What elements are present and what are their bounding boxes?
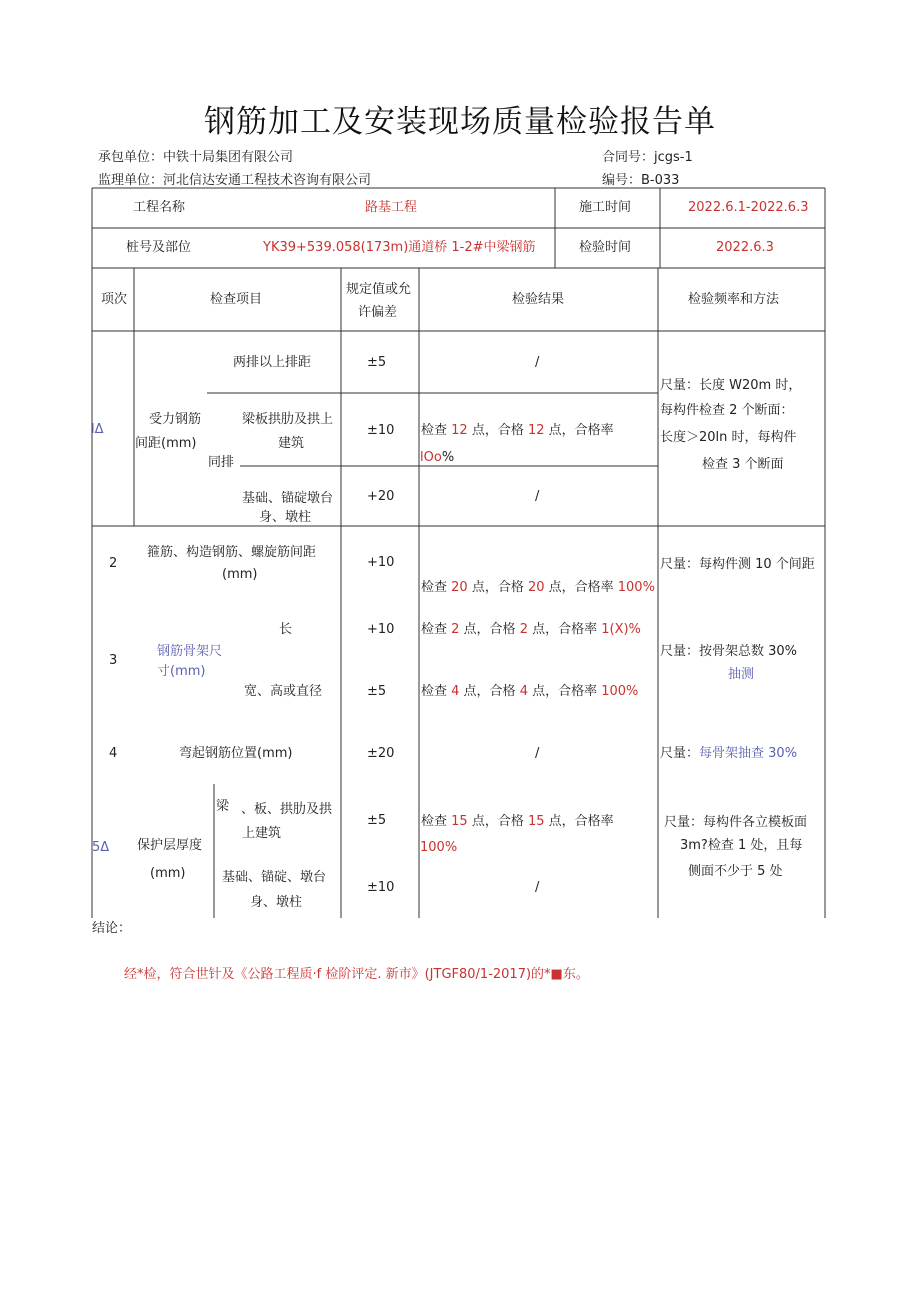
row1-sub2-line2: 建筑 <box>278 436 305 451</box>
row3-name-line2: 寸(mm) <box>157 664 206 679</box>
res-count: 12 <box>451 423 468 438</box>
row4-name: 弯起钢筋位置(mm) <box>179 746 293 761</box>
res-count: 2 <box>519 622 528 637</box>
res-rate: 1(X)% <box>601 622 641 637</box>
res-rate: lOo <box>420 450 442 465</box>
res-count: 12 <box>527 423 545 438</box>
row1-same-row: 同排 <box>208 455 235 470</box>
res-count: 15 <box>451 814 468 829</box>
row3-name-line1: 钢筋骨架尺 <box>157 644 223 659</box>
inspection-time-label: 检验时间 <box>579 240 632 255</box>
row5-sub1-c: 上建筑 <box>242 826 282 841</box>
contract-no-value: jcgs-1 <box>654 150 693 165</box>
row3-sub1: 长 <box>279 622 293 637</box>
res-percent: % <box>441 450 455 465</box>
conclusion-label: 结论： <box>92 921 132 936</box>
col-check-item: 检查项目 <box>210 292 263 307</box>
construction-time-label: 施工时间 <box>579 200 632 215</box>
row5-name-line1: 保护层厚度 <box>137 838 203 853</box>
row5-name-line2: (mm) <box>150 866 186 881</box>
row1-name-line1: 受力钢筋 <box>149 412 202 427</box>
row5-method-line2: 3m?检查 1 处，且每 <box>680 838 803 853</box>
contractor-value: 中铁十局集团有限公司 <box>163 150 294 165</box>
res-text: 点，合格率 <box>544 423 614 438</box>
row2-tol: +10 <box>367 555 395 570</box>
row3-res2 <box>421 680 638 704</box>
res-count: 15 <box>527 814 545 829</box>
res-count: 4 <box>451 684 460 699</box>
row4-res: / <box>535 746 540 761</box>
res-text: 点，合格 <box>459 684 520 699</box>
supervisor-value: 河北信达安通工程技术咨询有限公司 <box>163 173 372 188</box>
res-text: 检查 <box>421 622 452 637</box>
row1-method-line4: 检查 3 个断面 <box>702 457 784 472</box>
res-count: 2 <box>451 622 460 637</box>
conclusion-text: 经*检，符合世针及《公路工程质·f 检阶评定. 新市》(JTGF80/1-2017)的*■东。 <box>124 967 589 982</box>
res-count: 20 <box>451 580 468 595</box>
res-rate: 100% <box>601 684 639 699</box>
res-text: 点，合格 <box>467 814 528 829</box>
row1-sub3-line2: 身、墩柱 <box>259 510 312 525</box>
row1-sub2-line1: 梁板拱肋及拱上 <box>242 412 334 427</box>
serial-label: 编号： <box>602 173 642 188</box>
row3-method-line1: 尺量：按骨架总数 30% <box>660 644 798 659</box>
row5-res1 <box>421 810 614 834</box>
row1-sub1: 两排以上排距 <box>233 355 312 370</box>
row3-sub2: 宽、高或直径 <box>244 684 323 699</box>
station-label: 桩号及部位 <box>126 240 192 255</box>
row2-no: 2 <box>109 556 118 571</box>
row4-tol: ±20 <box>367 746 395 761</box>
row2-method: 尺量：每构件测 10 个间距 <box>660 557 815 572</box>
supervisor-label: 监理单位： <box>98 173 164 188</box>
row3-tol1: +10 <box>367 622 395 637</box>
row5-sub1-b: 、板、拱肋及拱 <box>241 802 333 817</box>
station-value: YK39+539.058(173m)通道桥 1-2#中梁钢筋 <box>263 240 536 255</box>
col-item-no: 项次 <box>101 292 128 307</box>
col-tolerance-line1: 规定值或允 <box>346 282 412 297</box>
col-result: 检验结果 <box>512 292 565 307</box>
contractor-label: 承包单位： <box>98 150 164 165</box>
col-tolerance-line2: 许偏差 <box>358 305 398 320</box>
res-text: 检查 <box>421 814 452 829</box>
row1-tol1: ±5 <box>367 355 387 370</box>
res-text: 点，合格率 <box>544 814 614 829</box>
row5-sub1-a: 梁 <box>216 799 230 814</box>
row5-sub2-line1: 基础、锚碇、墩台 <box>222 870 327 885</box>
construction-time-value: 2022.6.1-2022.6.3 <box>688 200 809 215</box>
res-text: 检查 <box>421 580 452 595</box>
row1-method-line2: 每构件检查 2 个断面： <box>660 403 794 418</box>
res-text: 检查 <box>421 423 452 438</box>
res-rate: 100% <box>617 580 655 595</box>
row1-res2 <box>421 419 614 443</box>
row5-tol2: ±10 <box>367 880 395 895</box>
row1-method-line3: 长度＞20ln 时，每构件 <box>660 430 797 445</box>
row2-name-line2: (mm) <box>222 567 258 582</box>
row5-res2: / <box>535 880 540 895</box>
row4-method <box>660 742 797 766</box>
inspection-time-value: 2022.6.3 <box>716 240 774 255</box>
project-name-value: 路基工程 <box>365 200 418 215</box>
res-text: 点，合格率 <box>544 580 618 595</box>
row4-no: 4 <box>109 746 118 761</box>
res-count: 20 <box>527 580 545 595</box>
method-text: 尺量： <box>660 746 700 761</box>
row1-tol2: ±10 <box>367 423 395 438</box>
row5-method-line1: 尺量：每构件各立模板面 <box>664 815 808 830</box>
row1-no: lΔ <box>91 422 104 437</box>
row1-sub3-line1: 基础、锚碇墩台 <box>242 491 334 506</box>
row5-method-line3: 侧面不少于 5 处 <box>688 864 783 879</box>
page-title: 钢筋加工及安装现场质量检验报告单 <box>204 104 716 140</box>
row5-res1-rate: 100% <box>420 840 458 855</box>
res-text: 点，合格 <box>467 580 528 595</box>
row2-res <box>421 576 655 600</box>
row1-tol3: +20 <box>367 489 395 504</box>
row1-res3: / <box>535 489 540 504</box>
row3-res1 <box>421 618 641 642</box>
serial-value: B-033 <box>641 173 680 188</box>
row3-no: 3 <box>109 653 118 668</box>
project-name-label: 工程名称 <box>133 200 186 215</box>
method-detail: 每骨架抽查 30% <box>699 746 798 761</box>
row1-name-line2: 间距(mm) <box>135 436 197 451</box>
res-count: 4 <box>519 684 528 699</box>
row5-sub2-line2: 身、墩柱 <box>250 895 303 910</box>
row1-res1: / <box>535 355 540 370</box>
row1-res2-rate <box>420 446 454 470</box>
row1-method-line1: 尺量：长度 W20m 时， <box>660 378 802 393</box>
res-text: 点，合格 <box>467 423 528 438</box>
res-text: 检查 <box>421 684 452 699</box>
res-text: 点，合格率 <box>527 622 602 637</box>
col-method: 检验频率和方法 <box>688 292 780 307</box>
contract-no-label: 合同号： <box>602 150 655 165</box>
row2-name-line1: 箍筋、构造钢筋、螺旋筋间距 <box>147 545 317 560</box>
row3-tol2: ±5 <box>367 684 387 699</box>
res-text: 点，合格 <box>459 622 520 637</box>
row3-method-line2: 抽测 <box>728 667 755 682</box>
row5-tol1: ±5 <box>367 813 387 828</box>
row5-no: 5Δ <box>92 840 110 855</box>
res-text: 点，合格率 <box>527 684 602 699</box>
